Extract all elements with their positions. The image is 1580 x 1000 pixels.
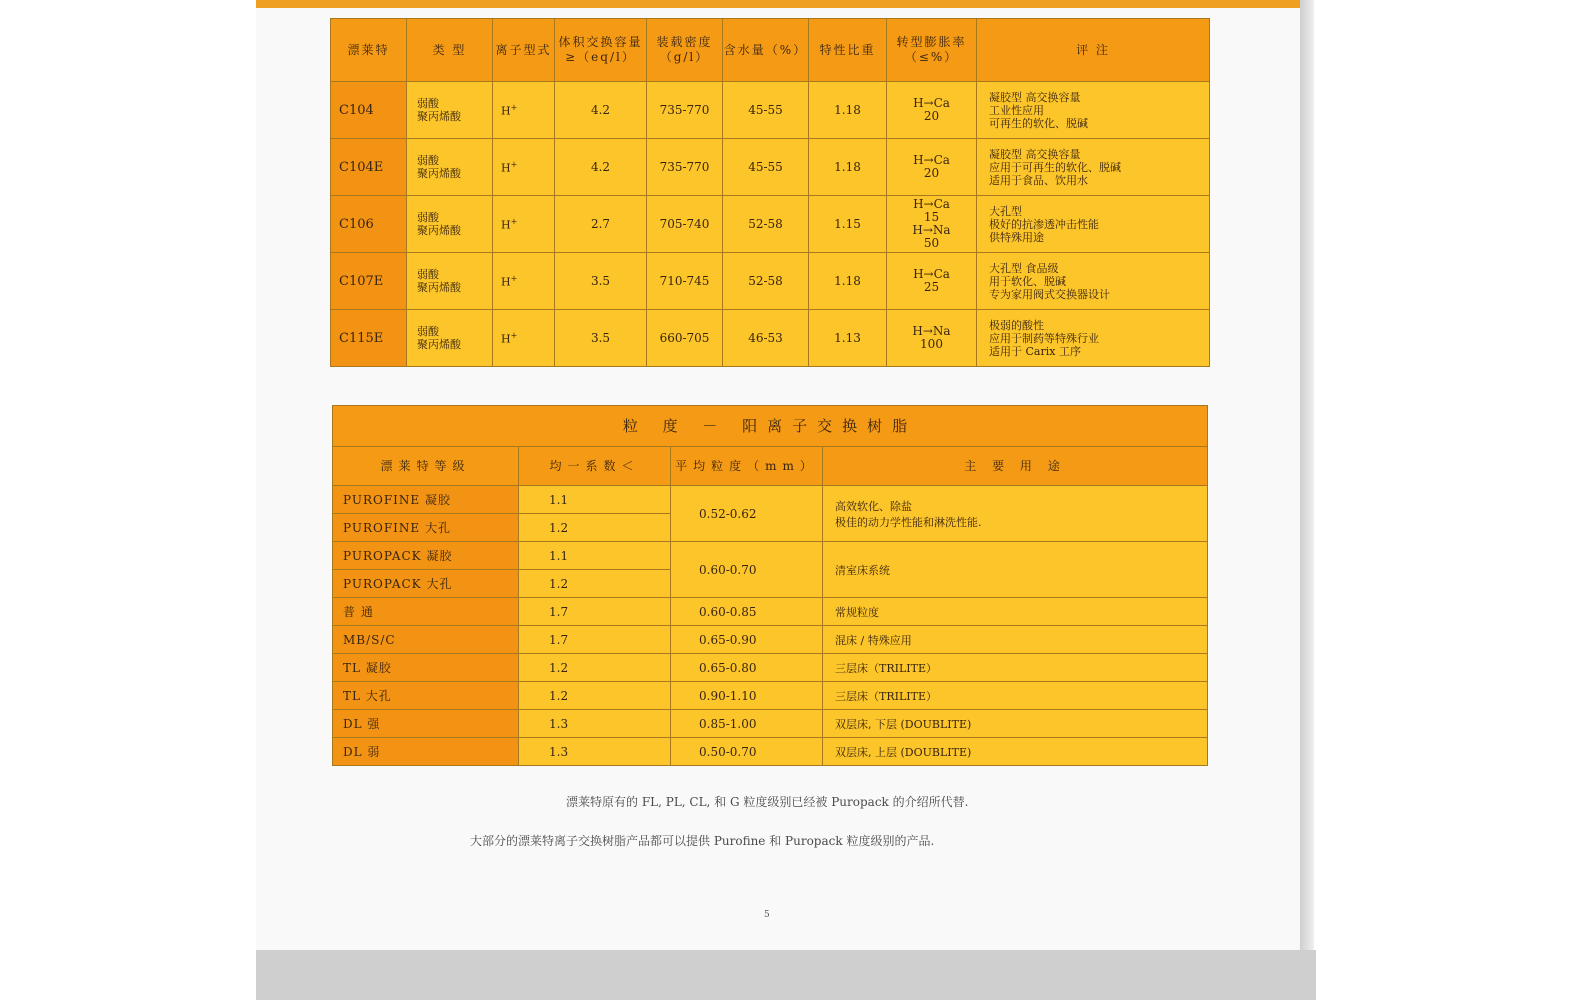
table-row [331, 310, 1210, 367]
text-line: H→Ca [913, 153, 950, 167]
remark [977, 253, 1210, 310]
uniformity-value: 1.1 [519, 486, 671, 514]
table1-header-row [331, 19, 1210, 82]
mean-size-value: 0.85-1.00 [671, 710, 823, 738]
text-line: 用于软化、脱碱 [989, 274, 1066, 288]
text-line: 双层床, 上层 (DOUBLITE) [835, 745, 972, 759]
table-row [333, 710, 1208, 738]
text-line: H→Na [912, 324, 951, 338]
ionic-form [493, 253, 555, 310]
footnote-1: 漂莱特原有的 FL, PL, CL, 和 G 粒度级别已经被 Puropack 的介绍所代替. [566, 795, 969, 809]
density-value: 705-740 [647, 196, 723, 253]
uniformity-value: 1.7 [519, 626, 671, 654]
table-row [333, 654, 1208, 682]
grade-name: PUROPACK 凝胶 [333, 542, 519, 570]
cation-resin-spec-table [330, 18, 1210, 367]
header-product: 漂莱特 [331, 19, 407, 82]
resin-type [407, 196, 493, 253]
footnote-2: 大部分的漂莱特离子交换树脂产品都可以提供 Purofine 和 Puropack 粒度级别的产品. [470, 834, 935, 848]
table2-header-row [333, 447, 1208, 486]
text-line: 极佳的动力学性能和淋洗性能. [835, 515, 982, 529]
scan-bottom-margin [256, 950, 1316, 1000]
text-line: 弱酸 [417, 325, 439, 338]
grade-name: TL 凝胶 [333, 654, 519, 682]
header-density: 装载密度（g/l） [647, 19, 723, 82]
main-use [823, 542, 1208, 598]
water-value: 52-58 [723, 253, 809, 310]
grade-name: MB/S/C [333, 626, 519, 654]
plus-sign-icon: + [510, 216, 518, 226]
text-line: 大孔型 食品级 [989, 261, 1059, 275]
specific-gravity-value: 1.18 [809, 82, 887, 139]
text-line: 20 [923, 166, 940, 180]
text-line: 聚丙烯酸 [417, 338, 461, 351]
text-line: 清室床系统 [835, 563, 890, 577]
text-line: 供特殊用途 [989, 230, 1044, 244]
header-type: 类 型 [407, 19, 493, 82]
remark [977, 196, 1210, 253]
swelling-value [887, 82, 977, 139]
product-code: C104 [331, 82, 407, 139]
text-line: H→Ca [913, 96, 950, 110]
particle-size-table [332, 405, 1208, 766]
grade-name: TL 大孔 [333, 682, 519, 710]
ion-symbol: H [501, 218, 511, 232]
text-line: 应用于可再生的软化、脱碱 [989, 160, 1121, 174]
plus-sign-icon: + [510, 273, 518, 283]
header-grade: 漂莱特等级 [333, 447, 519, 486]
table-row [333, 626, 1208, 654]
main-use [823, 486, 1208, 542]
uniformity-value: 1.1 [519, 542, 671, 570]
text-line: 可再生的软化、脱碱 [989, 116, 1088, 130]
capacity-value: 3.5 [555, 253, 647, 310]
table2-title-row [333, 406, 1208, 447]
header-swelling: 转型膨胀率（≤%） [887, 19, 977, 82]
plus-sign-icon: + [510, 102, 518, 112]
text-line: 凝胶型 高交换容量 [989, 90, 1081, 104]
table-row [331, 139, 1210, 196]
text-line: 三层床（TRILITE） [835, 661, 937, 675]
text-line: H→Ca [913, 267, 950, 281]
grade-name: PUROPACK 大孔 [333, 570, 519, 598]
header-main-use: 主 要 用 途 [823, 447, 1208, 486]
header-uniformity: 均一系数＜ [519, 447, 671, 486]
header-mean-size: 平均粒度（mm） [671, 447, 823, 486]
main-use [823, 626, 1208, 654]
water-value: 45-55 [723, 82, 809, 139]
table-row [331, 196, 1210, 253]
swelling-value [887, 253, 977, 310]
text-line: 适用于 Carix 工序 [989, 344, 1081, 358]
grade-name: DL 强 [333, 710, 519, 738]
uniformity-value: 1.2 [519, 570, 671, 598]
uniformity-value: 1.2 [519, 682, 671, 710]
uniformity-value: 1.3 [519, 738, 671, 766]
ionic-form [493, 139, 555, 196]
mean-size-value: 0.52-0.62 [671, 486, 823, 542]
text-line: 弱酸 [417, 268, 439, 281]
text-line: 25 [923, 280, 940, 294]
mean-size-value: 0.65-0.80 [671, 654, 823, 682]
text-line: 100 [920, 337, 943, 351]
mean-size-value: 0.65-0.90 [671, 626, 823, 654]
text-line: 工业性应用 [989, 103, 1044, 117]
ion-symbol: H [501, 332, 511, 346]
text-line: 50 [923, 236, 940, 250]
plus-sign-icon: + [510, 159, 518, 169]
capacity-value: 3.5 [555, 310, 647, 367]
table-row [333, 486, 1208, 514]
header-capacity: 体积交换容量 ≥（eq/l） [555, 19, 647, 82]
text-line: H→Ca [913, 197, 950, 211]
swelling-value [887, 310, 977, 367]
text-line: 大孔型 [989, 204, 1022, 218]
resin-type [407, 82, 493, 139]
table-row [331, 82, 1210, 139]
table-row [333, 542, 1208, 570]
remark [977, 139, 1210, 196]
page-number: 5 [764, 910, 770, 920]
header-remarks: 评 注 [977, 19, 1210, 82]
ion-symbol: H [501, 161, 511, 175]
water-value: 45-55 [723, 139, 809, 196]
mean-size-value: 0.50-0.70 [671, 738, 823, 766]
text-line: 凝胶型 高交换容量 [989, 147, 1081, 161]
text-line: 聚丙烯酸 [417, 281, 461, 294]
top-color-strip [256, 0, 1300, 8]
ionic-form [493, 310, 555, 367]
product-code: C107E [331, 253, 407, 310]
ion-symbol: H [501, 275, 511, 289]
text-line: 聚丙烯酸 [417, 110, 461, 123]
mean-size-value: 0.60-0.70 [671, 542, 823, 598]
text-line: 弱酸 [417, 154, 439, 167]
main-use [823, 682, 1208, 710]
density-value: 710-745 [647, 253, 723, 310]
text-line: 极好的抗渗透冲击性能 [989, 217, 1099, 231]
water-value: 52-58 [723, 196, 809, 253]
text-line: 聚丙烯酸 [417, 167, 461, 180]
grade-name: PUROFINE 凝胶 [333, 486, 519, 514]
text-line: 应用于制药等特殊行业 [989, 331, 1099, 345]
main-use [823, 654, 1208, 682]
text-line: 弱酸 [417, 211, 439, 224]
grade-name: PUROFINE 大孔 [333, 514, 519, 542]
ionic-form [493, 82, 555, 139]
text-line: 专为家用阀式交换器设计 [989, 287, 1110, 301]
capacity-value: 4.2 [555, 82, 647, 139]
remark [977, 310, 1210, 367]
text-line: 极弱的酸性 [989, 318, 1044, 332]
resin-type [407, 139, 493, 196]
density-value: 735-770 [647, 139, 723, 196]
header-ionic-form: 离子型式 [493, 19, 555, 82]
density-value: 735-770 [647, 82, 723, 139]
density-value: 660-705 [647, 310, 723, 367]
product-code: C104E [331, 139, 407, 196]
header-water: 含水量（%） [723, 19, 809, 82]
plus-sign-icon: + [510, 330, 518, 340]
text-line: 15 [923, 210, 940, 224]
swelling-value [887, 196, 977, 253]
text-line: 弱酸 [417, 97, 439, 110]
capacity-value: 4.2 [555, 139, 647, 196]
ion-symbol: H [501, 104, 511, 118]
grade-name: DL 弱 [333, 738, 519, 766]
uniformity-value: 1.2 [519, 654, 671, 682]
table-row [333, 598, 1208, 626]
remark [977, 82, 1210, 139]
specific-gravity-value: 1.18 [809, 139, 887, 196]
ionic-form [493, 196, 555, 253]
product-code: C115E [331, 310, 407, 367]
swelling-value [887, 139, 977, 196]
specific-gravity-value: 1.18 [809, 253, 887, 310]
main-use [823, 598, 1208, 626]
text-line: 聚丙烯酸 [417, 224, 461, 237]
uniformity-value: 1.2 [519, 514, 671, 542]
main-use [823, 710, 1208, 738]
specific-gravity-value: 1.15 [809, 196, 887, 253]
mean-size-value: 0.90-1.10 [671, 682, 823, 710]
resin-type [407, 310, 493, 367]
water-value: 46-53 [723, 310, 809, 367]
uniformity-value: 1.7 [519, 598, 671, 626]
mean-size-value: 0.60-0.85 [671, 598, 823, 626]
uniformity-value: 1.3 [519, 710, 671, 738]
table-row [333, 682, 1208, 710]
text-line: 常规粒度 [835, 605, 879, 619]
page-edge-shadow [1300, 0, 1314, 1000]
text-line: 高效软化、除盐 [835, 499, 912, 513]
main-use [823, 738, 1208, 766]
product-code: C106 [331, 196, 407, 253]
text-line: 适用于食品、饮用水 [989, 173, 1088, 187]
grade-name: 普 通 [333, 598, 519, 626]
text-line: H→Na [912, 223, 951, 237]
text-line: 三层床（TRILITE） [835, 689, 937, 703]
table-row [331, 253, 1210, 310]
text-line: 20 [923, 109, 940, 123]
capacity-value: 2.7 [555, 196, 647, 253]
specific-gravity-value: 1.13 [809, 310, 887, 367]
header-specific-gravity: 特性比重 [809, 19, 887, 82]
text-line: 双层床, 下层 (DOUBLITE) [835, 717, 972, 731]
table2-title: 粒 度 － 阳离子交换树脂 [333, 406, 1208, 447]
resin-type [407, 253, 493, 310]
table-row [333, 738, 1208, 766]
text-line: 混床 / 特殊应用 [835, 633, 912, 647]
